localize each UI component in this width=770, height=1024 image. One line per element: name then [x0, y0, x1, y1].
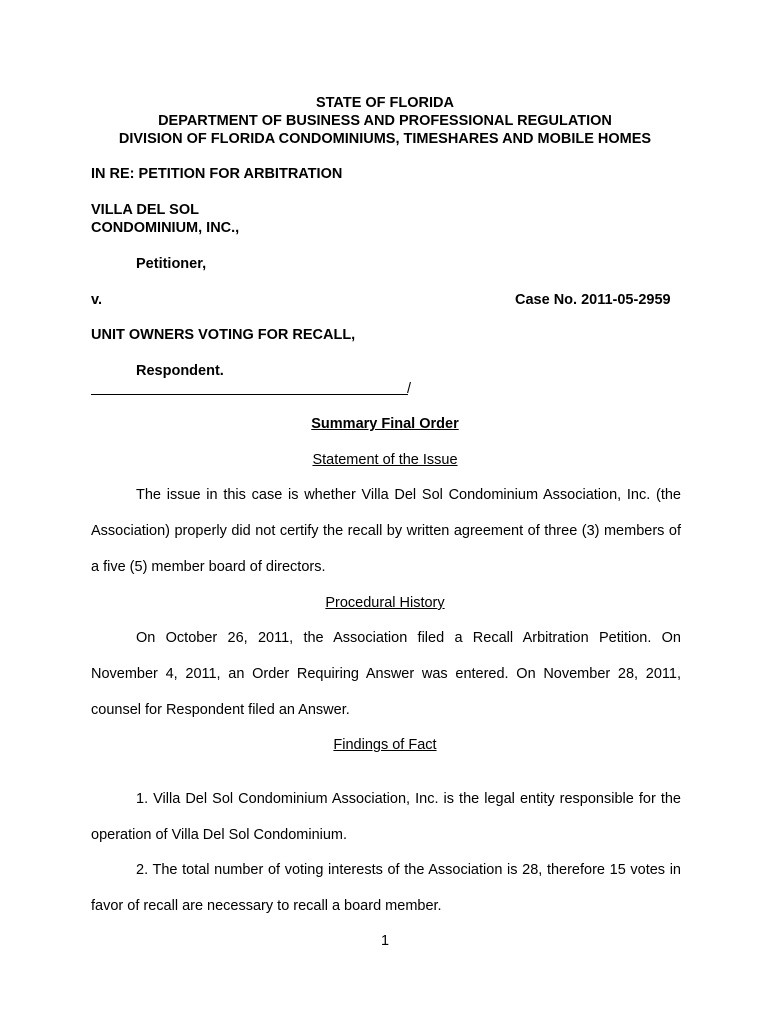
caption-rule	[91, 394, 408, 395]
case-number: Case No. 2011-05-2959	[515, 292, 671, 308]
petitioner-name-line2: CONDOMINIUM, INC.,	[91, 220, 240, 236]
history-paragraph	[91, 620, 681, 728]
respondent-role: Respondent.	[136, 363, 224, 379]
fact-2-text: 2. The total number of voting interests of the Association is 28, therefore 15 votes in favor of recall are necessary to recall a board member.	[91, 862, 681, 914]
versus: v.	[91, 292, 103, 308]
fact-1-text: 1. Villa Del Sol Condominium Association, Inc. is the legal entity responsible for the operation of Villa Del Sol Condominium.	[91, 791, 681, 843]
facts-heading: Findings of Fact	[333, 737, 437, 753]
issue-text: The issue in this case is whether Villa Del Sol Condominium Association, Inc. (the Association) properly did not certify the recall by written agreement of three (3) members of a five (5) member board of directors.	[91, 487, 681, 575]
issue-heading: Statement of the Issue	[312, 452, 458, 468]
history-heading: Procedural History	[325, 595, 445, 611]
fact-1-paragraph	[91, 781, 681, 853]
fact-2-paragraph	[91, 852, 681, 924]
header-division: DIVISION OF FLORIDA CONDOMINIUMS, TIMESHARES AND MOBILE HOMES	[118, 131, 652, 147]
history-text: On October 26, 2011, the Association filed a Recall Arbitration Petition. On November 4, 2011, an Order Requiring Answer was entered. On November 28, 2011, counsel for Respondent filed an Answer.	[91, 630, 681, 718]
caption-slash: /	[407, 381, 412, 397]
header-department: DEPARTMENT OF BUSINESS AND PROFESSIONAL REGULATION	[158, 113, 612, 129]
header-state: STATE OF FLORIDA	[315, 95, 454, 111]
in-re-line: IN RE: PETITION FOR ARBITRATION	[91, 166, 343, 182]
petitioner-name-line1: VILLA DEL SOL	[91, 202, 199, 218]
document-title: Summary Final Order	[311, 416, 459, 432]
page-number: 1	[380, 933, 390, 949]
petitioner-role: Petitioner,	[136, 256, 207, 272]
issue-paragraph	[91, 477, 681, 585]
respondent-name: UNIT OWNERS VOTING FOR RECALL,	[91, 327, 356, 343]
